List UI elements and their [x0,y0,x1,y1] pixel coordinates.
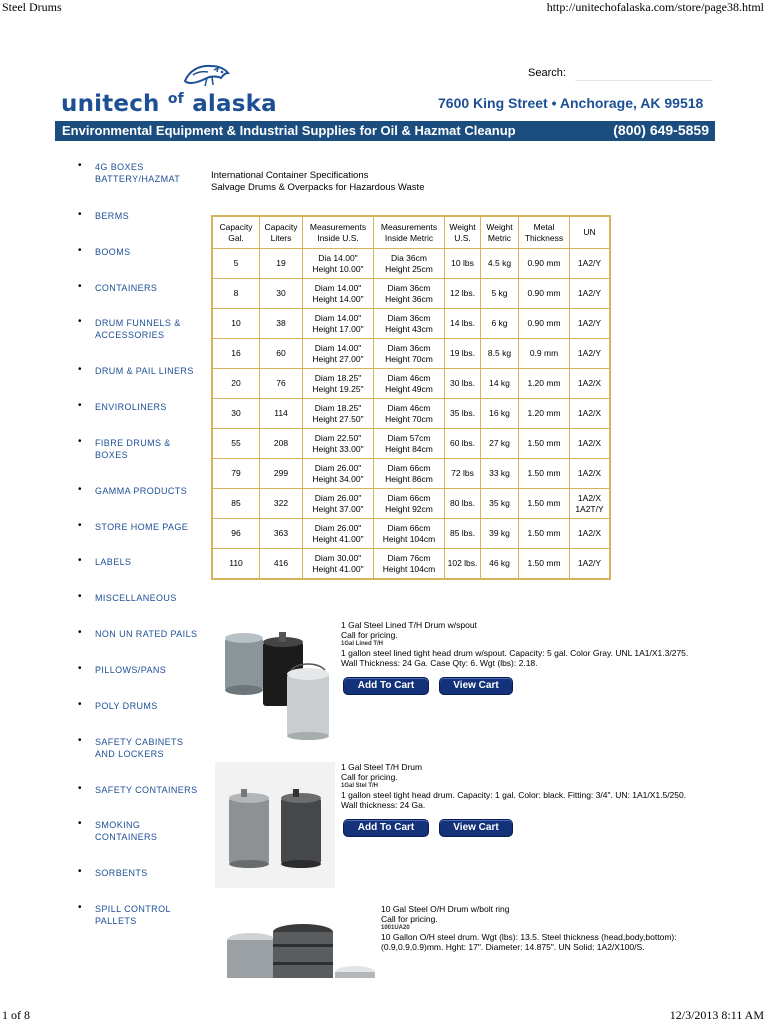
cell-thickness: 1.50 mm [519,519,570,549]
sidebar-link[interactable]: MISCELLANEOUS [95,593,177,603]
cell-un: 1A2/X [570,519,611,549]
cell-weight-us: 60 lbs. [445,429,481,459]
cell-liters: 114 [260,399,303,429]
cell-thickness: 1.50 mm [519,429,570,459]
sidebar-link[interactable]: BOOMS [95,247,131,257]
cell-us: Diam 26.00" Height 37.00" [303,489,374,519]
print-header [0,0,768,14]
cell-liters: 76 [260,369,303,399]
cell-thickness: 1.50 mm [519,459,570,489]
print-page-title: Steel Drums [2,0,62,14]
sidebar-link[interactable]: CONTAINERS [95,283,158,293]
table-row [212,249,610,279]
cell-thickness: 0.90 mm [519,279,570,309]
sidebar-link[interactable]: SAFETY CABINETS AND LOCKERS [95,737,184,759]
cell-thickness: 0.90 mm [519,249,570,279]
cell-liters: 38 [260,309,303,339]
cell-weight-metric: 35 kg [481,489,519,519]
product-description-2: Wall Thickness: 24 Ga. Case Qty: 6. Wgt (lbs): 2.18. [341,658,538,668]
cell-gal: 96 [212,519,260,549]
product-description-2: Wall thickness: 24 Ga. [341,800,426,810]
table-row [212,279,610,309]
table-row [212,489,610,519]
cell-weight-us: 72 lbs [445,459,481,489]
sidebar-link[interactable]: SMOKING CONTAINERS [95,820,158,842]
cell-us: Diam 14.00" Height 17.00" [303,309,374,339]
company-address: 7600 King Street • Anchorage, AK 99518 [438,95,704,111]
product-description: 10 Gallon O/H steel drum. Wgt (lbs): 13.5. Steel thickness (head,body,bottom): [381,932,677,942]
product-info [381,904,735,952]
sidebar-link[interactable]: STORE HOME PAGE [95,522,189,532]
add-to-cart-button[interactable]: Add To Cart [343,677,429,695]
cell-metric: Diam 36cm Height 43cm [374,309,445,339]
cell-weight-metric: 27 kg [481,429,519,459]
cell-metric: Diam 57cm Height 84cm [374,429,445,459]
cell-un: 1A2/Y [570,309,611,339]
product-description: 1 gallon steel lined tight head drum w/spout. Capacity: 5 gal. Color Gray. UNL 1A1/X1.3/275. [341,648,689,658]
cell-weight-us: 30 lbs. [445,369,481,399]
cell-un: 1A2/X [570,459,611,489]
view-cart-button[interactable]: View Cart [439,819,513,837]
product-item [215,904,735,978]
cell-metric: Diam 36cm Height 36cm [374,279,445,309]
cell-thickness: 0.90 mm [519,309,570,339]
cell-us: Diam 18.25" Height 19.25" [303,369,374,399]
cell-weight-metric: 16 kg [481,399,519,429]
product-image[interactable] [215,620,335,740]
spec-heading [211,170,424,194]
cell-thickness: 1.50 mm [519,549,570,580]
cell-weight-metric: 14 kg [481,369,519,399]
cell-liters: 60 [260,339,303,369]
cell-gal: 20 [212,369,260,399]
add-to-cart-button[interactable]: Add To Cart [343,819,429,837]
cell-us: Diam 14.00" Height 14.00" [303,279,374,309]
cell-un: 1A2/Y [570,549,611,580]
cell-us: Diam 14.00" Height 27.00" [303,339,374,369]
cell-gal: 8 [212,279,260,309]
product-description: 1 gallon steel tight head drum. Capacity: 1 gal. Color: black. Fitting: 3/4". UN: 1A1/X1.5/250. [341,790,687,800]
sidebar-link[interactable]: DRUM FUNNELS & ACCESSORIES [95,318,181,340]
cell-weight-us: 35 lbs. [445,399,481,429]
product-sku: 1Gal Stel T/H [341,783,379,789]
cell-un: 1A2/Y [570,279,611,309]
cell-gal: 79 [212,459,260,489]
print-page-number: 1 of 8 [2,1008,30,1022]
cell-gal: 85 [212,489,260,519]
cell-weight-us: 19 lbs. [445,339,481,369]
table-row [212,369,610,399]
cell-liters: 208 [260,429,303,459]
cell-metric: Diam 66cm Height 104cm [374,519,445,549]
product-price: Call for pricing. [341,772,398,782]
cell-un: 1A2/Y [570,249,611,279]
product-item [215,762,735,888]
polar-bear-icon [181,61,231,91]
product-image[interactable] [215,904,380,978]
spec-table [211,215,611,580]
table-row [212,429,610,459]
cell-weight-metric: 39 kg [481,519,519,549]
cell-weight-us: 102 lbs. [445,549,481,580]
sidebar-link[interactable]: NON UN RATED PAILS [95,629,198,639]
spec-title: International Container Specifications [211,170,369,181]
cell-un: 1A2/X [570,429,611,459]
cell-liters: 19 [260,249,303,279]
cell-metric: Diam 46cm Height 49cm [374,369,445,399]
cell-weight-metric: 5 kg [481,279,519,309]
sidebar-link[interactable]: SORBENTS [95,868,148,878]
table-row [212,459,610,489]
product-name[interactable]: 10 Gal Steel O/H Drum w/bolt ring [381,904,510,914]
cell-weight-us: 80 lbs. [445,489,481,519]
search-label: Search: [528,67,566,79]
cell-gal: 110 [212,549,260,580]
logo-wordmark: unitech $^{of}$ alaska [61,91,277,117]
product-description-2: (0.9,0.9,0.9)mm. Hght: 17". Diameter: 14.875". UN Solid: 1A2/X100/S. [381,942,645,952]
sidebar-link[interactable]: BERMS [95,211,130,221]
cell-us: Diam 22.50" Height 33.00" [303,429,374,459]
cell-metric: Diam 76cm Height 104cm [374,549,445,580]
cell-liters: 416 [260,549,303,580]
cell-gal: 5 [212,249,260,279]
table-row [212,519,610,549]
cell-weight-metric: 33 kg [481,459,519,489]
column-header: Weight Metric [481,216,519,249]
sidebar-link[interactable]: GAMMA PRODUCTS [95,486,188,496]
cell-liters: 322 [260,489,303,519]
cell-thickness: 0.9 mm [519,339,570,369]
cell-un: 1A2/X 1A2T/Y [570,489,611,519]
banner-tagline: Environmental Equipment & Industrial Supplies for Oil & Hazmat Cleanup [62,123,516,138]
cell-gal: 10 [212,309,260,339]
cell-thickness: 1.50 mm [519,489,570,519]
product-image[interactable] [215,762,335,888]
cell-weight-metric: 6 kg [481,309,519,339]
product-sku: 1001UA20 [381,925,410,931]
column-header: Weight U.S. [445,216,481,249]
cell-un: 1A2/Y [570,339,611,369]
product-info [341,762,735,810]
cell-un: 1A2/X [570,399,611,429]
cell-thickness: 1.20 mm [519,369,570,399]
cell-metric: Diam 66cm Height 86cm [374,459,445,489]
table-row [212,309,610,339]
sidebar-link[interactable]: 4G BOXES BATTERY/HAZMAT [95,162,181,184]
cell-metric: Diam 46cm Height 70cm [374,399,445,429]
spec-subtitle: Salvage Drums & Overpacks for Hazardous Waste [211,182,425,193]
header-banner [55,121,715,141]
cell-liters: 30 [260,279,303,309]
cell-weight-us: 12 lbs. [445,279,481,309]
product-name[interactable]: 1 Gal Steel T/H Drum [341,762,423,772]
print-page-url: http://unitechofalaska.com/store/page38.html [546,0,764,14]
print-footer [0,1008,768,1022]
print-datetime: 12/3/2013 8:11 AM [669,1008,764,1022]
cell-weight-us: 10 lbs [445,249,481,279]
column-header: Metal Thickness [519,216,570,249]
cell-us: Dia 14.00" Height 10.00" [303,249,374,279]
phone-number: (800) 649-5859 [613,122,709,138]
cell-weight-metric: 46 kg [481,549,519,580]
cell-liters: 299 [260,459,303,489]
sidebar-link[interactable]: PILLOWS/PANS [95,665,167,675]
cell-liters: 363 [260,519,303,549]
cell-gal: 30 [212,399,260,429]
product-price: Call for pricing. [381,914,438,924]
table-header-row [212,216,610,249]
column-header: UN [570,216,611,249]
cell-weight-metric: 4.5 kg [481,249,519,279]
sidebar-link[interactable]: LABELS [95,557,132,567]
cell-thickness: 1.20 mm [519,399,570,429]
product-name[interactable]: 1 Gal Steel Lined T/H Drum w/spout [341,620,477,630]
cell-us: Diam 26.00" Height 41.00" [303,519,374,549]
table-row [212,399,610,429]
sidebar-link[interactable]: FIBRE DRUMS & BOXES [95,438,171,460]
site-header [55,55,715,143]
column-header: Measurements Inside Metric [374,216,445,249]
cell-metric: Diam 36cm Height 70cm [374,339,445,369]
product-item [215,620,735,740]
sidebar-link[interactable]: SPILL CONTROL PALLETS [95,904,171,926]
sidebar-link[interactable]: DRUM & PAIL LINERS [95,366,194,376]
column-header: Capacity Gal. [212,216,260,249]
cell-weight-us: 85 lbs. [445,519,481,549]
company-logo[interactable] [61,61,341,117]
column-header: Capacity Liters [260,216,303,249]
view-cart-button[interactable]: View Cart [439,677,513,695]
table-row [212,549,610,580]
cell-us: Diam 26.00" Height 34.00" [303,459,374,489]
cell-gal: 55 [212,429,260,459]
product-info [341,620,735,668]
cell-weight-us: 14 lbs. [445,309,481,339]
cell-us: Diam 18.25" Height 27.50" [303,399,374,429]
cell-gal: 16 [212,339,260,369]
table-row [212,339,610,369]
sidebar-link[interactable]: ENVIROLINERS [95,402,167,412]
cell-un: 1A2/X [570,369,611,399]
cell-metric: Dia 36cm Height 25cm [374,249,445,279]
sidebar-link[interactable]: POLY DRUMS [95,701,158,711]
product-price: Call for pricing. [341,630,398,640]
cell-us: Diam 30.00" Height 41.00" [303,549,374,580]
search-input[interactable] [575,64,713,81]
product-sku: 1Gal Lined T/H [341,641,384,647]
cell-metric: Diam 66cm Height 92cm [374,489,445,519]
cell-weight-metric: 8.5 kg [481,339,519,369]
sidebar-link[interactable]: SAFETY CONTAINERS [95,785,198,795]
column-header: Measurements Inside U.S. [303,216,374,249]
